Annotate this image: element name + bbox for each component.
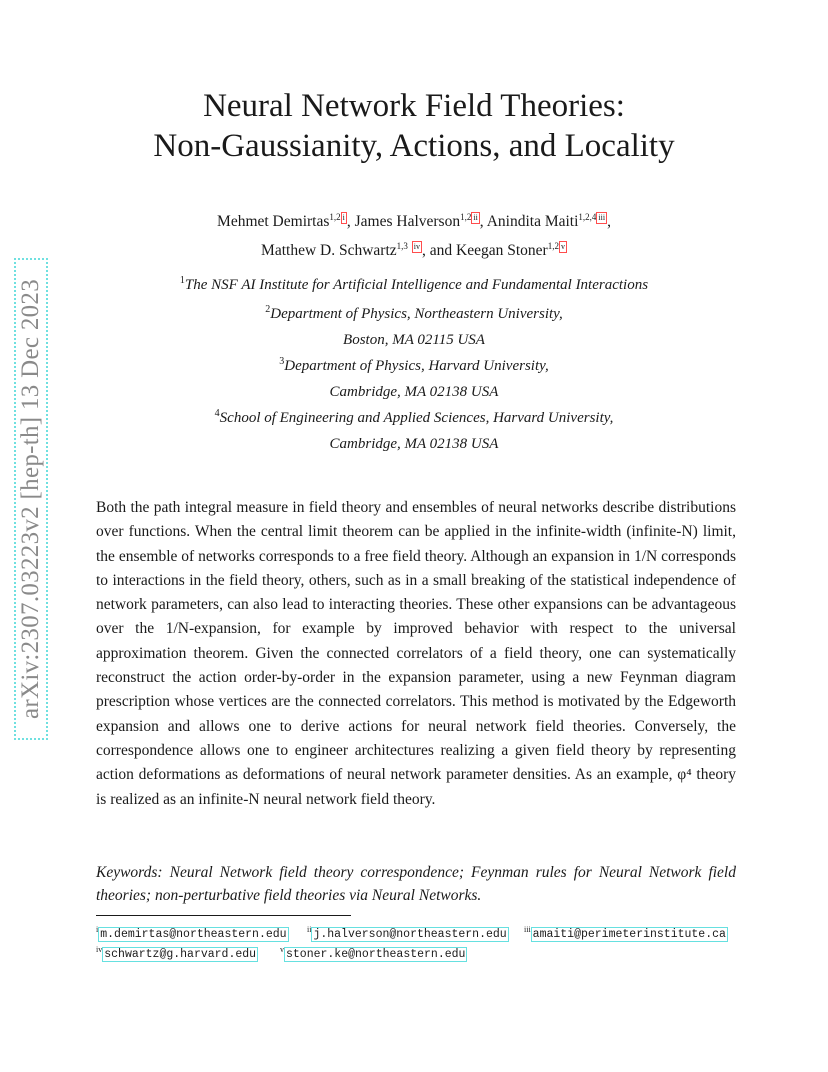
footnote-mark: iii: [524, 925, 531, 934]
title-line-1: Neural Network Field Theories:: [203, 88, 625, 124]
footnote-3: [524, 925, 728, 941]
footnote-mark: v: [280, 945, 284, 954]
affiliation-number: 3: [279, 356, 285, 367]
author-list: [0, 205, 828, 263]
author-line-1: [0, 205, 828, 234]
author-name: Keegan Stoner: [456, 242, 548, 260]
author-affiliation-marks: 1,2: [329, 212, 341, 222]
footnote-mark: ii: [307, 925, 312, 934]
affiliation-text: Boston, MA 02115 USA: [343, 332, 485, 348]
author-name: Anindita Maiti: [486, 213, 579, 231]
footnote-link[interactable]: ii: [473, 213, 478, 222]
affiliation-number: 4: [214, 408, 220, 419]
footnote-link[interactable]: iv: [413, 242, 420, 252]
author-line-2: [0, 234, 828, 263]
author-affiliation-marks: 1,2: [547, 241, 559, 252]
affiliation-text: School of Engineering and Applied Sciences, Harvard University,: [219, 410, 614, 426]
title-line-2: Non-Gaussianity, Actions, and Locality: [153, 128, 675, 164]
author-affiliation-marks: 1,2: [460, 212, 472, 222]
email-link[interactable]: j.halverson@northeastern.edu: [313, 927, 507, 941]
affiliation-text: Cambridge, MA 02138 USA: [329, 436, 499, 452]
paper-title: [0, 86, 828, 166]
author-separator: ,: [346, 213, 355, 231]
author-separator: ,: [607, 213, 611, 231]
author-affiliation-marks: 1,3: [396, 241, 408, 252]
footnote-rule: [96, 915, 351, 916]
affiliation-number: 2: [265, 304, 271, 315]
footnote-link[interactable]: v: [560, 242, 565, 252]
affiliation-1: [0, 268, 828, 298]
email-link[interactable]: stoner.ke@northeastern.edu: [286, 947, 466, 961]
footnote-link[interactable]: iii: [598, 213, 606, 222]
email-link[interactable]: schwartz@g.harvard.edu: [104, 947, 257, 961]
affiliation-2: [0, 297, 828, 353]
author-name: Mehmet Demirtas: [217, 213, 330, 231]
affiliation-text: Department of Physics, Harvard University,: [284, 358, 549, 374]
email-link[interactable]: amaiti@perimeterinstitute.ca: [532, 927, 726, 941]
keywords: Keywords: Neural Network field theory correspondence; Feynman rules for Neural Network field theories; non-perturbative field theories via Neural Networks.: [96, 864, 736, 904]
arxiv-stamp-text: arXiv:2307.03223v2 [hep-th] 13 Dec 2023: [17, 278, 44, 720]
footnote-1: [96, 925, 289, 941]
author-separator: ,: [479, 213, 487, 231]
abstract: Both the path integral measure in field theory and ensembles of neural networks describe distributions over functions. When the central limit theorem can be applied in the infinite-width (infinite-N) limit, the ensemble of networks corresponds to a free field theory. Although an expansion in 1/N corresponds to interactions in the field theory, others, such as in a small breaking of the statistical independence of network parameters, can also lead to interacting theories. These other expansions can be advantageous over the 1/N-expansion, for example by improved behavior with respect to the universal approximation theorem. Given the connected correlators of a field theory, one can systematically reconstruct the action order-by-order in the expansion parameter, using a new Feynman diagram prescription whose vertices are the connected correlators. This method is motivated by the Edgeworth expansion and allows one to derive actions for neural network field theories. Conversely, the correspondence allows one to engineer architectures realizing a given field theory by representing action deformations as deformations of neural network parameter densities. As an example, φ⁴ theory is realized as an infinite-N neural network field theory.: [96, 499, 736, 808]
footnote-link[interactable]: i: [342, 213, 345, 222]
footnote-5: [280, 945, 467, 961]
author-separator: , and: [422, 242, 457, 260]
affiliation-text: Department of Physics, Northeastern University,: [270, 306, 563, 322]
author-name: James Halverson: [354, 213, 461, 231]
footnote-mark: i: [96, 925, 99, 934]
affiliation-text: Cambridge, MA 02138 USA: [329, 384, 499, 400]
footnote-4: [96, 945, 258, 961]
author-name: Matthew D. Schwartz: [261, 242, 397, 260]
footnote-mark: iv: [96, 945, 103, 954]
affiliation-4: [0, 401, 828, 457]
footnote-2: [307, 925, 509, 941]
affiliation-number: 1: [179, 275, 185, 286]
author-affiliation-marks: 1,2,4: [578, 212, 597, 222]
affiliation-text: The NSF AI Institute for Artificial Intelligence and Fundamental Interactions: [184, 277, 649, 293]
affiliation-3: [0, 349, 828, 405]
email-link[interactable]: m.demirtas@northeastern.edu: [100, 927, 287, 941]
